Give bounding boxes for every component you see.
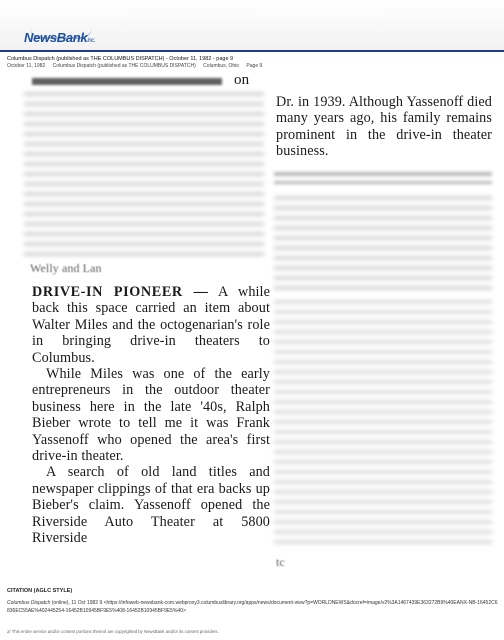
scanned-article xyxy=(20,72,498,574)
meta-date: October 11, 1982 xyxy=(7,63,46,69)
source-line: Columbus Dispatch (published as THE COLUMBUS DISPATCH) - October 11, 1982 - page 9 xyxy=(7,56,234,62)
newsbank-logo[interactable] xyxy=(24,30,96,45)
citation-publication: Columbus Dispatch xyxy=(7,600,51,606)
right-paragraph: Dr. in 1939. Although Yassenoff died many years ago, his family remains prominent in the drive-in theater business. xyxy=(276,94,492,160)
newsbank-banner xyxy=(0,0,504,50)
left-column xyxy=(24,72,272,574)
article-body xyxy=(32,284,270,547)
fragment-top: on xyxy=(234,72,250,88)
paragraph-1-text: A while back this space carried an item about Walter Miles and the octogenarian's role in bringing drive-in theaters to Columbus. xyxy=(32,284,270,366)
meta-page: Page 9 xyxy=(246,63,263,69)
paragraph-3: A search of old land titles and newspaper clippings of that era backs up Bieber's claim. Yassenoff opened the Riverside Auto Theater at 5800 Riverside xyxy=(32,464,270,547)
blurred-text-block xyxy=(274,300,492,550)
paragraph-2: While Miles was one of the early entrepreneurs in the outdoor theater business here in the late '40s, Ralph Bieber wrote to tell me it was Frank Yassenoff who opened the area's first drive-in theater. xyxy=(32,366,270,465)
fragment-bottom: tc xyxy=(276,555,285,569)
citation-text xyxy=(7,599,499,615)
section-heading: DRIVE-IN PIONEER — xyxy=(32,284,209,300)
citation-link[interactable]: (online), 11 Oct 1982 9 <https://infoweb-newsbank-com.webproxy3.columbuslibrary.org/apps/news/document-view?p=WORLDNEWS&docref=image/v2%3A1467439E363272B9%40EANX-NB-16452C6836EC55AE%402445254-16452B10945BF9E5%408-16452B10945BF9E5%40> xyxy=(7,600,498,614)
blurred-text-block xyxy=(274,196,492,292)
blurred-heading xyxy=(274,172,492,184)
logo-suffix: inc. xyxy=(87,38,96,44)
header-rule xyxy=(0,50,504,52)
meta-line xyxy=(7,63,268,69)
copyright-notice: 2/ This entire service and/or content portions thereof are copyrighted by NewsBank and/or its content providers. xyxy=(7,629,219,634)
fragment-blurred: Welly and Lan xyxy=(30,261,102,275)
right-column xyxy=(270,76,498,574)
paragraph-1 xyxy=(32,284,270,366)
meta-location: Columbus, Ohio xyxy=(203,63,240,69)
citation-title: CITATION (AGLC STYLE) xyxy=(7,588,73,594)
logo-text: NewsBank xyxy=(24,30,88,45)
meta-publication: Columbus Dispatch (published as THE COLUMBUS DISPATCH) xyxy=(52,63,196,69)
smudged-line xyxy=(32,78,222,85)
blurred-text-block xyxy=(24,92,264,260)
